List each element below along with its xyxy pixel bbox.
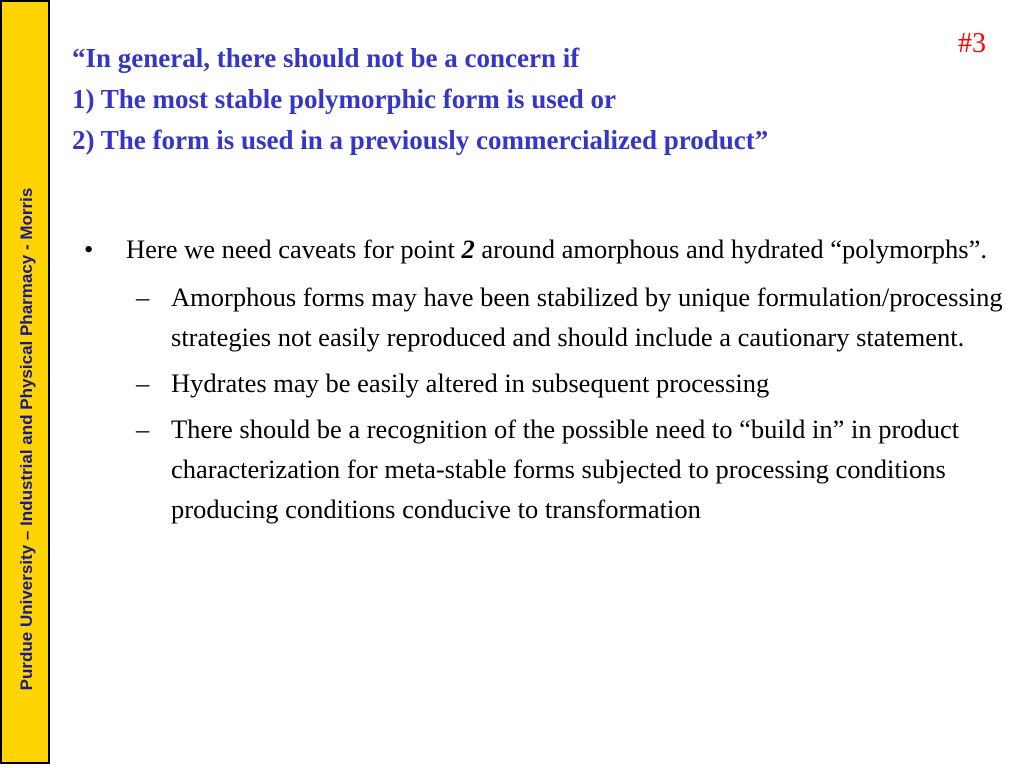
main-bullet-emphasis: 2 <box>461 234 475 264</box>
dash-marker: – <box>136 368 150 398</box>
sub-bullet-item <box>136 409 1008 529</box>
sidebar-text: Purdue University – Industrial and Physical Pharmacy - Morris <box>17 187 36 691</box>
slide-title <box>72 38 972 161</box>
sub-bullet-text: Hydrates may be easily altered in subsequent processing <box>171 368 770 398</box>
dash-marker: – <box>136 414 150 444</box>
sub-bullet-item <box>136 363 1008 403</box>
slide-body <box>78 229 1008 535</box>
sub-bullet-item <box>136 277 1008 357</box>
sub-bullet-text: Amorphous forms may have been stabilized by unique formulation/processing strategies not easily reproduced and should include a cautionary statement. <box>171 282 1003 352</box>
sub-bullet-text: There should be a recognition of the possible need to “build in” in product characterization for meta-stable forms subjected to processing conditions producing conditions conducive to transformation <box>171 414 960 524</box>
main-bullet-text-after: around amorphous and hydrated “polymorphs”. <box>474 234 987 264</box>
bullet-marker: • <box>84 234 94 264</box>
main-bullet-text-before: Here we need caveats for point <box>126 234 462 264</box>
slide-number: #3 <box>958 28 986 59</box>
dash-marker: – <box>136 282 150 312</box>
title-line-1: “In general, there should not be a concern if <box>72 43 580 73</box>
main-bullet <box>78 229 1008 269</box>
sidebar-banner <box>0 0 50 764</box>
title-line-2: 1) The most stable polymorphic form is used or <box>72 84 616 114</box>
sub-bullet-list <box>136 277 1008 529</box>
title-line-3: 2) The form is used in a previously commercialized product” <box>72 125 769 155</box>
